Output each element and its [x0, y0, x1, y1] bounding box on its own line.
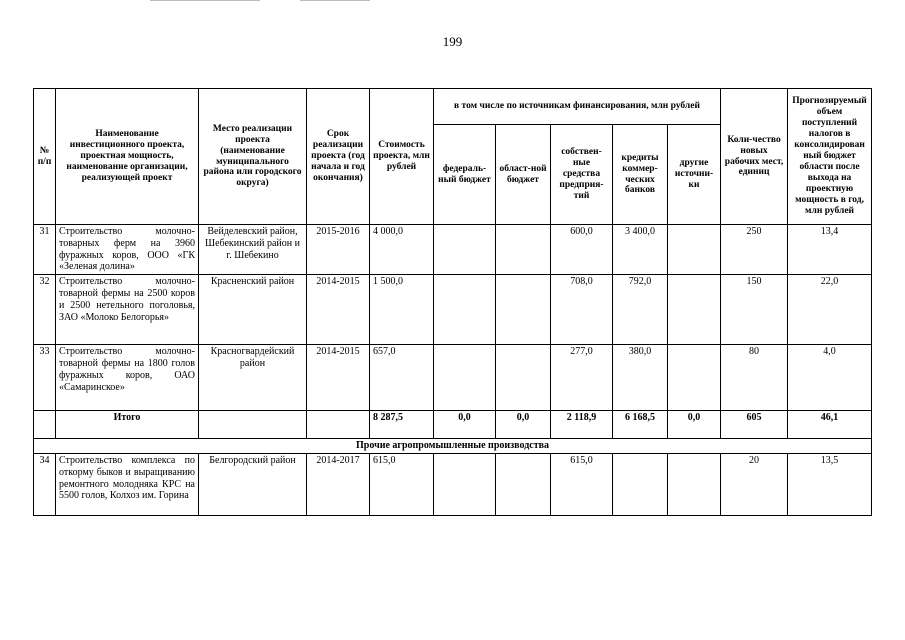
total-cost: 8 287,5: [370, 411, 434, 439]
page-number: 199: [442, 34, 463, 49]
cell-term: 2014-2015: [307, 275, 370, 345]
cell-own: 615,0: [551, 453, 613, 515]
cell-cost: 4 000,0: [370, 225, 434, 275]
total-jobs: 605: [721, 411, 788, 439]
cell-own: 708,0: [551, 275, 613, 345]
cell-credits: [613, 453, 668, 515]
cell-jobs: 80: [721, 345, 788, 411]
total-row: [34, 411, 872, 439]
scan-artifact-line: [150, 0, 260, 1]
cell-regional: [496, 225, 551, 275]
table-row: [34, 345, 872, 411]
section-title: Прочие агропромышленные производства: [34, 439, 872, 454]
cell-credits: 3 400,0: [613, 225, 668, 275]
cell-taxes: 13,5: [788, 453, 872, 515]
cell-other: [668, 225, 721, 275]
cell-num: 33: [34, 345, 56, 411]
cell-cost: 1 500,0: [370, 275, 434, 345]
cell-federal: [434, 225, 496, 275]
header-num: № п/п: [34, 89, 56, 225]
cell-jobs: 250: [721, 225, 788, 275]
header-other: другие источни-ки: [668, 125, 721, 225]
header-term: Срок реализации проекта (год начала и год окончания): [307, 89, 370, 225]
table-row: [34, 225, 872, 275]
cell-regional: [496, 453, 551, 515]
header-regional: област-ной бюджет: [496, 125, 551, 225]
cell-place: Белгородский район: [199, 453, 307, 515]
cell-num: 32: [34, 275, 56, 345]
header-cost: Стоимость проекта, млн рублей: [370, 89, 434, 225]
cell-name: Строительство молочно-товарной фермы на 1800 голов фуражных коров, ОАО «Самаринское»: [56, 345, 199, 411]
cell-cost: 615,0: [370, 453, 434, 515]
total-label: Итого: [56, 411, 199, 439]
cell-federal: [434, 345, 496, 411]
header-credits: кредиты коммер-ческих банков: [613, 125, 668, 225]
cell-term: 2015-2016: [307, 225, 370, 275]
header-taxes: Прогнозируемый объем поступлений налогов в консолидирован ный бюджет области после выхода на проектную мощность в год, млн рублей: [788, 89, 872, 225]
total-term-cell: [307, 411, 370, 439]
cell-federal: [434, 453, 496, 515]
cell-own: 277,0: [551, 345, 613, 411]
cell-other: [668, 453, 721, 515]
total-other: 0,0: [668, 411, 721, 439]
cell-taxes: 13,4: [788, 225, 872, 275]
cell-other: [668, 275, 721, 345]
total-credits: 6 168,5: [613, 411, 668, 439]
total-num-cell: [34, 411, 56, 439]
cell-regional: [496, 345, 551, 411]
cell-credits: 792,0: [613, 275, 668, 345]
cell-place: Красногвардейский район: [199, 345, 307, 411]
cell-jobs: 150: [721, 275, 788, 345]
cell-name: Строительство молочно-товарной фермы на 2500 коров и 2500 нетельного поголовья, ЗАО «Молоко Белогорья»: [56, 275, 199, 345]
table-row: [34, 453, 872, 515]
header-place: Место реализации проекта (наименование муниципального района или городского округа): [199, 89, 307, 225]
total-own: 2 118,9: [551, 411, 613, 439]
cell-taxes: 22,0: [788, 275, 872, 345]
total-taxes: 46,1: [788, 411, 872, 439]
cell-place: Вейделевский район, Шебекинский район и г. Шебекино: [199, 225, 307, 275]
header-row-1: [34, 89, 872, 125]
section-row: [34, 439, 872, 454]
cell-regional: [496, 275, 551, 345]
header-federal: федераль-ный бюджет: [434, 125, 496, 225]
cell-num: 31: [34, 225, 56, 275]
header-jobs: Коли-чество новых рабочих мест, единиц: [721, 89, 788, 225]
cell-own: 600,0: [551, 225, 613, 275]
header-own: собствен-ные средства предприя-тий: [551, 125, 613, 225]
cell-name: Строительство комплекса по откорму быков и выращиванию ремонтного молодняка КРС на 5500 голов, Колхоз им. Горина: [56, 453, 199, 515]
cell-taxes: 4,0: [788, 345, 872, 411]
total-federal: 0,0: [434, 411, 496, 439]
cell-term: 2014-2017: [307, 453, 370, 515]
cell-name: Строительство молочно-товарных ферм на 3960 фуражных коров, ООО «ГК «Зеленая долина»: [56, 225, 199, 275]
investment-projects-table: [33, 88, 872, 516]
header-name: Наименование инвестиционного проекта, проектная мощность, наименование организации, реализующей проект: [56, 89, 199, 225]
cell-jobs: 20: [721, 453, 788, 515]
total-place-cell: [199, 411, 307, 439]
cell-cost: 657,0: [370, 345, 434, 411]
cell-place: Красненский район: [199, 275, 307, 345]
total-regional: 0,0: [496, 411, 551, 439]
cell-other: [668, 345, 721, 411]
cell-credits: 380,0: [613, 345, 668, 411]
cell-term: 2014-2015: [307, 345, 370, 411]
cell-federal: [434, 275, 496, 345]
table-row: [34, 275, 872, 345]
header-sources-group: в том числе по источникам финансирования, млн рублей: [434, 89, 721, 125]
cell-num: 34: [34, 453, 56, 515]
scan-artifact-line: [300, 0, 370, 1]
